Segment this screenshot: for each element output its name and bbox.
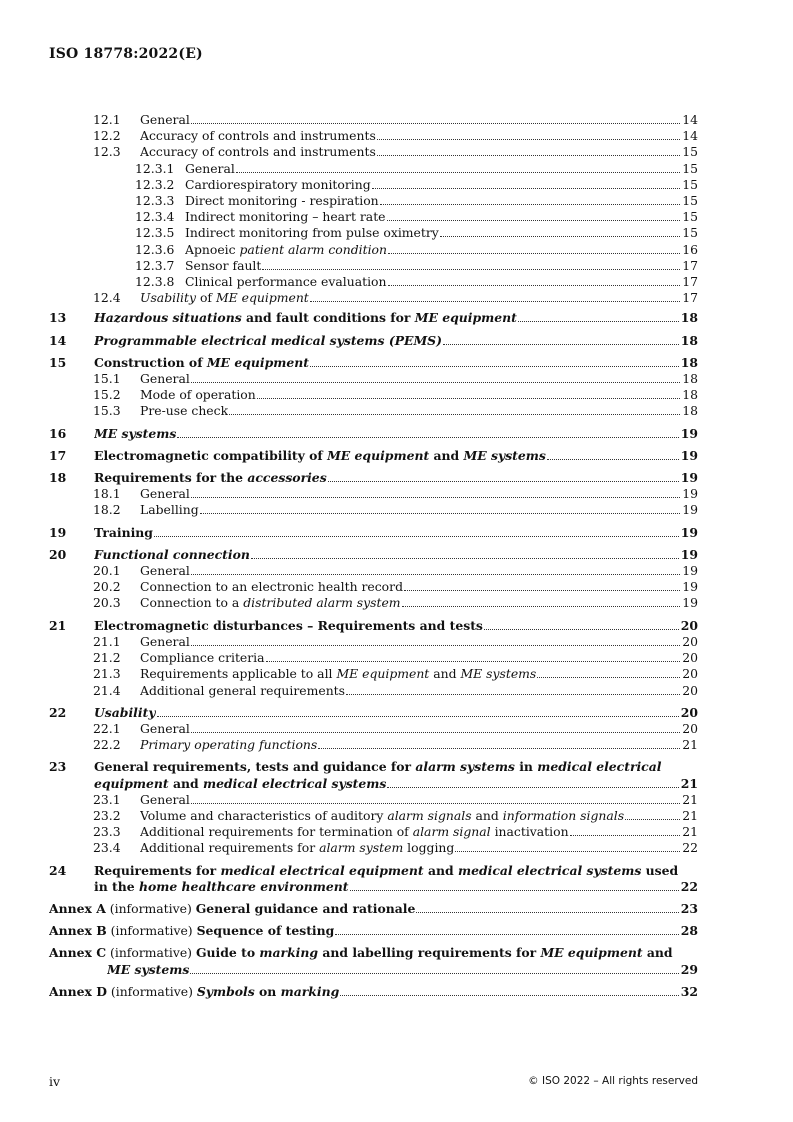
toc-entry-18-1[interactable]: 18.1 General 19 xyxy=(93,486,698,502)
dot-leader xyxy=(191,732,680,733)
dot-leader xyxy=(191,645,680,646)
toc-entry-12-3-5[interactable]: 12.3.5 Indirect monitoring from pulse oximetry 15 xyxy=(135,225,698,241)
toc-entry-24[interactable]: 24 Requirements for medical electrical equipment and medical electrical systems used in the home healthcare environment 22 xyxy=(49,862,698,894)
dot-leader xyxy=(372,188,681,189)
dot-leader xyxy=(388,253,680,254)
dot-leader xyxy=(335,934,678,935)
toc-entry-13[interactable]: 13 Hazardous situations and fault conditions for ME equipment 18 xyxy=(49,310,698,326)
toc-entry-12-3-8[interactable]: 12.3.8 Clinical performance evaluation 17 xyxy=(135,274,698,290)
toc-entry-23[interactable]: 23 General requirements, tests and guidance for alarm systems in medical electrical equipment and medical electrical systems 21 xyxy=(49,759,698,791)
toc-entry-15-3[interactable]: 15.3 Pre-use check 18 xyxy=(93,403,698,419)
page-number: iv xyxy=(49,1074,61,1089)
dot-leader xyxy=(190,973,678,974)
dot-leader xyxy=(310,301,680,302)
toc-entry-22-2[interactable]: 22.2 Primary operating functions 21 xyxy=(93,737,698,753)
dot-leader xyxy=(387,787,678,788)
dot-leader xyxy=(377,155,680,156)
toc-entry-19[interactable]: 19 Training 19 xyxy=(49,524,698,540)
dot-leader xyxy=(191,574,680,575)
toc-annex-d[interactable]: Annex D (informative) Symbols on marking 32 xyxy=(49,983,698,999)
dot-leader xyxy=(257,398,680,399)
toc-entry-17[interactable]: 17 Electromagnetic compatibility of ME equipment and ME systems 19 xyxy=(49,447,698,463)
toc-entry-20-3[interactable]: 20.3 Connection to a distributed alarm system 19 xyxy=(93,595,698,611)
toc-annex-c[interactable]: Annex C (informative) Guide to marking and labelling requirements for ME equipment and ME systems 29 xyxy=(49,945,698,977)
toc-entry-22-1[interactable]: 22.1 General 20 xyxy=(93,720,698,736)
dot-leader xyxy=(518,321,679,322)
table-of-contents xyxy=(49,112,698,1000)
dot-leader xyxy=(455,851,680,852)
toc-entry-12-2[interactable]: 12.2 Accuracy of controls and instruments 14 xyxy=(93,128,698,144)
toc-entry-18[interactable]: 18 Requirements for the accessories 19 xyxy=(49,470,698,486)
copyright-notice: © ISO 2022 – All rights reserved xyxy=(528,1075,698,1087)
toc-entry-12-3-6[interactable]: 12.3.6 Apnoeic patient alarm condition 16 xyxy=(135,241,698,257)
dot-leader xyxy=(266,661,681,662)
dot-leader xyxy=(377,139,680,140)
toc-entry-14[interactable]: 14 Programmable electrical medical systems (PEMS) 18 xyxy=(49,332,698,348)
dot-leader xyxy=(570,835,681,836)
dot-leader xyxy=(200,513,681,514)
toc-entry-12-1[interactable]: 12.1 General 14 xyxy=(93,112,698,127)
toc-entry-20-2[interactable]: 20.2 Connection to an electronic health record 19 xyxy=(93,579,698,595)
document-header: ISO 18778:2022(E) xyxy=(49,46,203,62)
dot-leader xyxy=(191,382,680,383)
toc-entry-20-1[interactable]: 20.1 General 19 xyxy=(93,563,698,579)
toc-entry-12-4[interactable]: 12.4 Usability of ME equipment 17 xyxy=(93,290,698,306)
dot-leader xyxy=(157,716,679,717)
toc-entry-12-3[interactable]: 12.3 Accuracy of controls and instruments 15 xyxy=(93,144,698,160)
toc-entry-16[interactable]: 16 ME systems 19 xyxy=(49,425,698,441)
dot-leader xyxy=(416,912,678,913)
dot-leader xyxy=(388,285,681,286)
dot-leader xyxy=(191,123,680,124)
toc-entry-23-3[interactable]: 23.3 Additional requirements for termination of alarm signal inactivation 21 xyxy=(93,824,698,840)
toc-entry-21-4[interactable]: 21.4 Additional general requirements 20 xyxy=(93,682,698,698)
dot-leader xyxy=(236,172,680,173)
toc-entry-23-2[interactable]: 23.2 Volume and characteristics of auditory alarm signals and information signals 21 xyxy=(93,807,698,823)
toc-entry-12-3-2[interactable]: 12.3.2 Cardiorespiratory monitoring 15 xyxy=(135,176,698,192)
toc-annex-a[interactable]: Annex A (informative) General guidance and rationale 23 xyxy=(49,900,698,916)
dot-leader xyxy=(402,606,681,607)
toc-entry-18-2[interactable]: 18.2 Labelling 19 xyxy=(93,502,698,518)
dot-leader xyxy=(191,803,680,804)
dot-leader xyxy=(262,269,680,270)
toc-entry-21[interactable]: 21 Electromagnetic disturbances – Requirements and tests 20 xyxy=(49,617,698,633)
dot-leader xyxy=(340,995,678,996)
toc-entry-21-3[interactable]: 21.3 Requirements applicable to all ME equipment and ME systems 20 xyxy=(93,666,698,682)
dot-leader xyxy=(387,220,681,221)
dot-leader xyxy=(537,677,680,678)
dot-leader xyxy=(177,437,678,438)
dot-leader xyxy=(154,536,679,537)
toc-entry-12-3-4[interactable]: 12.3.4 Indirect monitoring – heart rate 15 xyxy=(135,209,698,225)
toc-entry-23-4[interactable]: 23.4 Additional requirements for alarm system logging 22 xyxy=(93,840,698,856)
dot-leader xyxy=(251,558,679,559)
dot-leader xyxy=(328,481,679,482)
toc-entry-23-1[interactable]: 23.1 General 21 xyxy=(93,791,698,807)
toc-entry-21-1[interactable]: 21.1 General 20 xyxy=(93,633,698,649)
dot-leader xyxy=(310,366,679,367)
dot-leader xyxy=(350,890,679,891)
dot-leader xyxy=(547,459,679,460)
toc-entry-12-3-7[interactable]: 12.3.7 Sensor fault 17 xyxy=(135,257,698,273)
toc-entry-15-1[interactable]: 15.1 General 18 xyxy=(93,371,698,387)
toc-entry-22[interactable]: 22 Usability 20 xyxy=(49,704,698,720)
dot-leader xyxy=(443,344,679,345)
dot-leader xyxy=(318,748,680,749)
dot-leader xyxy=(380,204,681,205)
toc-entry-15[interactable]: 15 Construction of ME equipment 18 xyxy=(49,354,698,370)
dot-leader xyxy=(484,629,679,630)
toc-entry-12-3-3[interactable]: 12.3.3 Direct monitoring - respiration 15 xyxy=(135,193,698,209)
dot-leader xyxy=(346,694,680,695)
dot-leader xyxy=(404,590,680,591)
dot-leader xyxy=(229,414,680,415)
toc-entry-20[interactable]: 20 Functional connection 19 xyxy=(49,546,698,562)
dot-leader xyxy=(625,819,680,820)
toc-annex-b[interactable]: Annex B (informative) Sequence of testing 28 xyxy=(49,923,698,939)
toc-entry-21-2[interactable]: 21.2 Compliance criteria 20 xyxy=(93,650,698,666)
dot-leader xyxy=(440,236,680,237)
dot-leader xyxy=(191,497,680,498)
toc-entry-12-3-1[interactable]: 12.3.1 General 15 xyxy=(135,160,698,176)
toc-entry-15-2[interactable]: 15.2 Mode of operation 18 xyxy=(93,387,698,403)
